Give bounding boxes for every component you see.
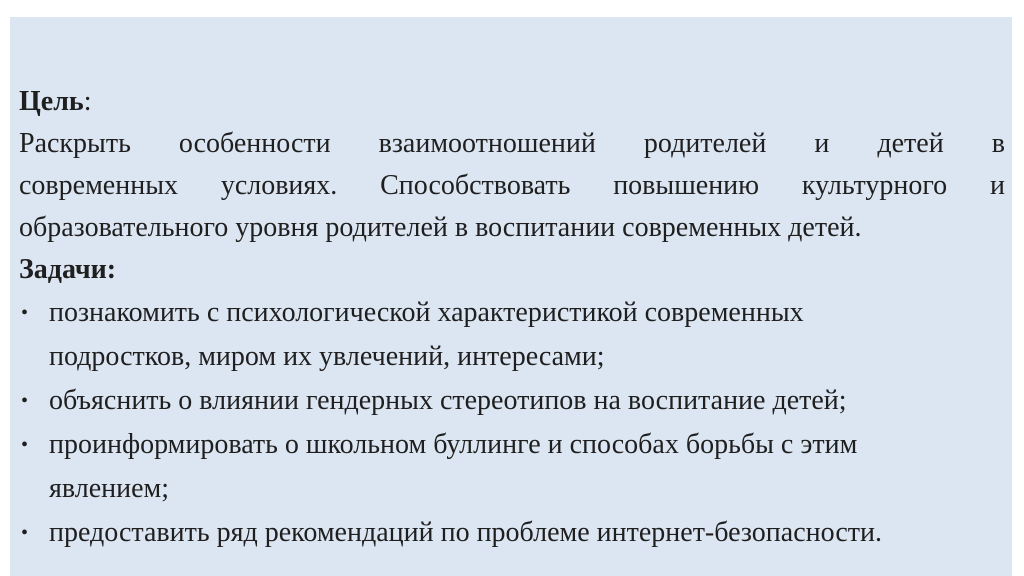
tasks-heading: Задачи: bbox=[19, 254, 117, 285]
goal-word: культурного bbox=[801, 170, 948, 201]
goal-word: повышению bbox=[613, 170, 760, 201]
bullet-icon: • bbox=[21, 434, 29, 456]
bullet-icon: • bbox=[21, 522, 29, 544]
task-item-3 bbox=[19, 423, 1005, 511]
slide-background bbox=[10, 17, 1012, 576]
goal-word: Раскрыть bbox=[19, 128, 131, 159]
task-item-4 bbox=[19, 511, 1005, 555]
goal-heading-line bbox=[19, 81, 1005, 123]
goal-text-line-1 bbox=[19, 123, 1005, 165]
task-item-1 bbox=[19, 291, 1005, 379]
task-item-text: проинформировать о школьном буллинге и способах борьбы с этим bbox=[49, 429, 858, 460]
goal-heading-colon: : bbox=[83, 86, 92, 117]
goal-text-line-3: образовательного уровня родителей в воспитании современных детей. bbox=[19, 212, 862, 243]
goal-word: взаимоотношений bbox=[378, 128, 596, 159]
goal-word: детей bbox=[877, 128, 944, 159]
goal-word: и bbox=[814, 128, 830, 159]
goal-word: Способствовать bbox=[380, 170, 571, 201]
goal-text-line-2 bbox=[19, 165, 1005, 207]
task-item-2 bbox=[19, 379, 1005, 423]
goal-heading: Цель bbox=[19, 86, 84, 117]
goal-word: условиях. bbox=[220, 170, 338, 201]
task-item-text: предоставить ряд рекомендаций по проблеме интернет-безопасности. bbox=[49, 517, 882, 548]
bullet-icon: • bbox=[21, 302, 29, 324]
bullet-icon: • bbox=[21, 390, 29, 412]
task-item-text: объяснить о влиянии гендерных стереотипов на воспитание детей; bbox=[49, 385, 847, 416]
goal-word: и bbox=[989, 170, 1005, 201]
task-item-text: явлением; bbox=[49, 473, 170, 504]
goal-word: в bbox=[991, 128, 1005, 159]
goal-word: особенности bbox=[178, 128, 331, 159]
slide-content bbox=[19, 81, 1005, 555]
task-item-text: подростков, миром их увлечений, интересами; bbox=[49, 341, 605, 372]
goal-word: родителей bbox=[643, 128, 767, 159]
goal-word: современных bbox=[19, 170, 179, 201]
task-item-text: познакомить с психологической характеристикой современных bbox=[49, 297, 804, 328]
